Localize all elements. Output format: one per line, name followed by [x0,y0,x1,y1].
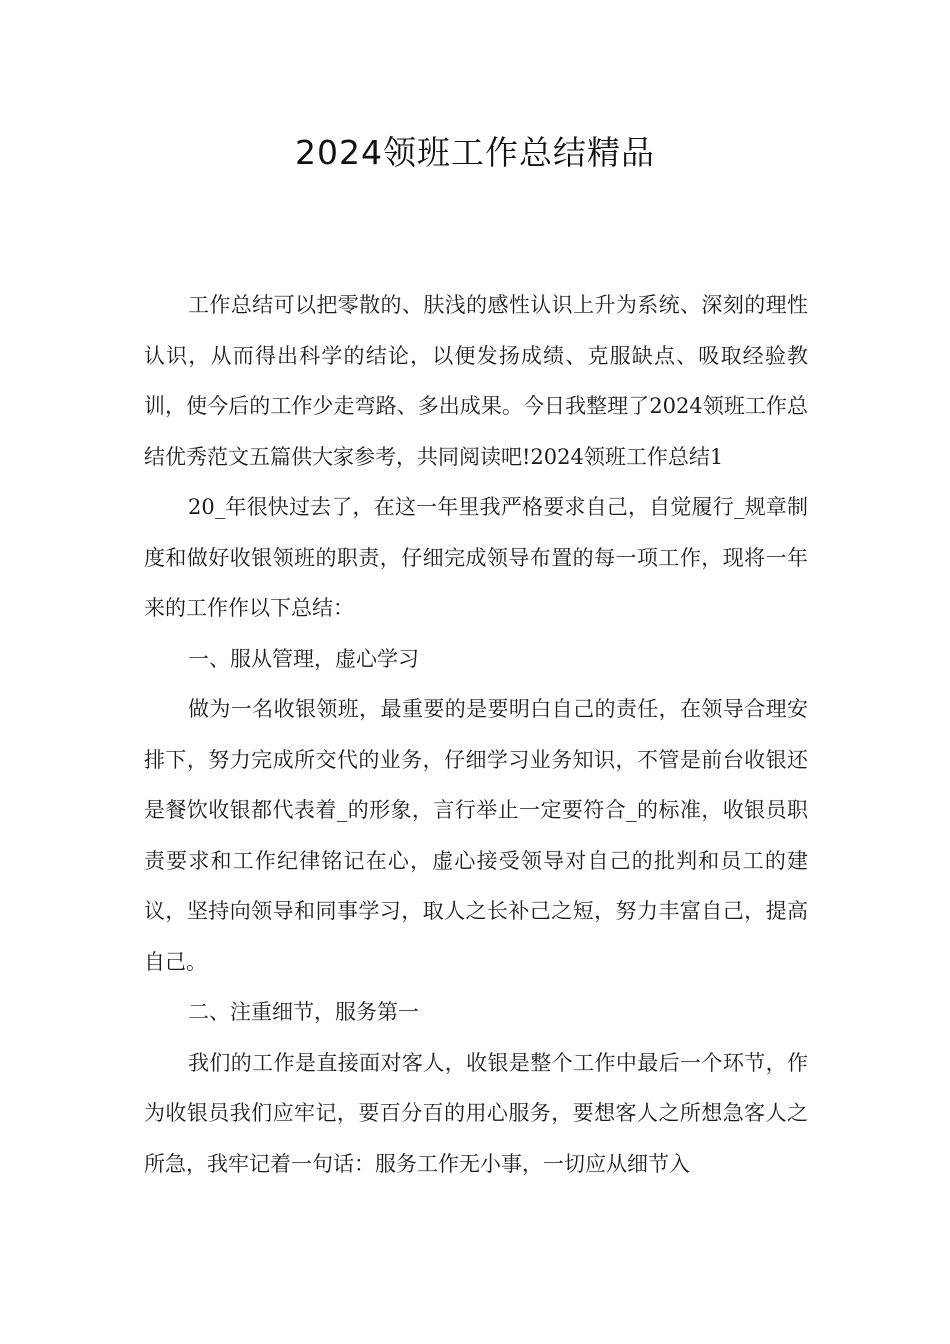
section-heading-1: 一、服从管理，虚心学习 [188,646,419,671]
paragraph-section-2: 我们的工作是直接面对客人，收银是整个工作中最后一个环节，作为收银员我们应牢记，要百分百的用心服务，要想客人之所想急客人之所急，我牢记着一句话：服务工作无小事，一切应从细节入 [144,1050,808,1176]
paragraph-intro: 工作总结可以把零散的、肤浅的感性认识上升为系统、深刻的理性认识，从而得出科学的结论，以便发扬成绩、克服缺点、吸取经验教训，使今后的工作少走弯路、多出成果。今日我整理了2024领班工作总结优秀范文五篇供大家参考，共同阅读吧!2024领班工作总结1 [144,293,808,469]
paragraph-summary-opening: 20_年很快过去了，在这一年里我严格要求自己，自觉履行_规章制度和做好收银领班的职责，仔细完成领导布置的每一项工作，现将一年来的工作作以下总结： [144,495,808,620]
paragraph-section-1: 做为一名收银领班，最重要的是要明白自己的责任，在领导合理安排下，努力完成所交代的业务，仔细学习业务知识，不管是前台收银还是餐饮收银都代表着_的形象，言行举止一定要符合_的标准，收银员职责要求和工作纪律铭记在心，虚心接受领导对自己的批判和员工的建议，坚持向领导和同事学习，取人之长补己之短，努力丰富自己，提高自己。 [144,697,808,974]
document-title: 2024领班工作总结精品 [295,133,655,172]
section-heading-2: 二、注重细节，服务第一 [188,1000,419,1024]
document-body [144,280,808,1189]
